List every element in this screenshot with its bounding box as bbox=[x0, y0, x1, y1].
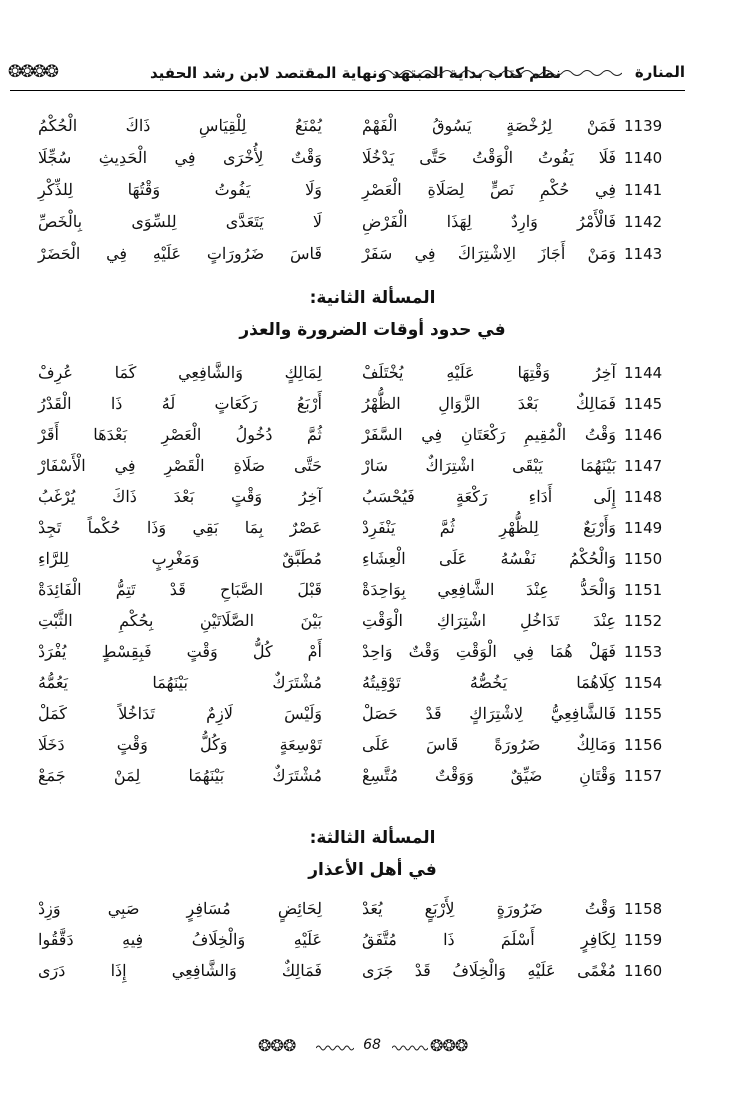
verse-number: 1148 bbox=[624, 488, 663, 506]
verse-second-hemistich: عَلَيْهِ وَالْخِلَافُ فِيهِ دَقَّقُوا bbox=[38, 930, 322, 949]
verse-first-hemistich: وَمَالِكٌ ضَرُورَةً قَاسَ عَلَى bbox=[362, 735, 616, 754]
verse-number: 1155 bbox=[624, 705, 663, 723]
verse-second-hemistich: بَيْنَ الصَّلَاتَيْنِ بِحُكْمِ الثَّبْتِ bbox=[38, 611, 322, 630]
verse-first-hemistich: فَمَنْ لِرُخْصَةٍ يَسُوقُ الْفَهْمْ bbox=[362, 116, 616, 135]
verse-number: 1143 bbox=[624, 245, 663, 263]
verse-first-hemistich: فِي حُكْمِ نَصٍّ لِصَلَاةِ الْعَصْرِ bbox=[362, 180, 616, 199]
verse-first-hemistich: لِكَافِرٍ أَسْلَمَ ذَا مُتَّفَقُ bbox=[362, 930, 616, 949]
verse-number: 1142 bbox=[624, 213, 663, 231]
verse-second-hemistich: مُشْتَرَكٌ بَيْنَهُمَا لِمَنْ جَمَعْ bbox=[38, 766, 322, 785]
verse-first-hemistich: كِلَاهُمَا يَخُصُّهُ تَوْقِيتُهُ bbox=[362, 673, 616, 692]
header-rule bbox=[10, 90, 685, 91]
subtitle-prefix: في bbox=[408, 860, 437, 880]
verse-first-hemistich: وَقْتُ ضَرُورَةٍ لِأَرْبَعٍ يُعَدْ bbox=[362, 899, 616, 918]
verse-number: 1153 bbox=[624, 643, 663, 661]
verse-number: 1159 bbox=[624, 931, 663, 949]
verse-first-hemistich: آخِرُ وَقْتِهَا عَلَيْهِ يُخْتَلَفْ bbox=[362, 363, 616, 382]
subtitle-text: حدود أوقات الضرورة والعذر bbox=[239, 320, 472, 340]
verse-number: 1151 bbox=[624, 581, 663, 599]
section-subtitle bbox=[0, 320, 745, 340]
verse-second-hemistich: أَرْبَعُ رَكَعَاتٍ لَهُ ذَا الْقَدْرُ bbox=[38, 394, 322, 413]
verse-row bbox=[0, 577, 745, 607]
verse-row bbox=[0, 391, 745, 421]
verse-second-hemistich: فَمَالِكٌ وَالشَّافِعِي إِذَا دَرَى bbox=[38, 961, 322, 980]
verse-first-hemistich: فَلَا يَفُوتُ الْوَقْتُ حَتَّى يَدْخُلَا bbox=[362, 148, 616, 167]
verse-first-hemistich: إِلَى أَدَاءِ رَكْعَةٍ فَيُحْسَبُ bbox=[362, 487, 616, 506]
verse-second-hemistich: وَلَيْسَ لَازِمٌ تَدَاخُلاً كَمَلْ bbox=[38, 704, 322, 723]
verse-row bbox=[0, 177, 745, 207]
verse-row bbox=[0, 927, 745, 957]
verse-second-hemistich: لِمَالِكٍ وَالشَّافِعِي كَمَا عُرِفْ bbox=[38, 363, 322, 382]
verse-first-hemistich: وَقْتُ الْمُقِيمِ رَكْعَتَانِ فِي السَّفَرْ bbox=[362, 425, 616, 444]
verse-row bbox=[0, 515, 745, 545]
verse-first-hemistich: فَمَالِكٌ بَعْدَ الزَّوَالِ الظُّهْرُ bbox=[362, 394, 616, 413]
verse-number: 1156 bbox=[624, 736, 663, 754]
footer-wave-left bbox=[316, 1044, 354, 1052]
verse-second-hemistich: قَبْلَ الصَّبَاحِ قَدْ تَتِمُّ الْفَائِدَةْ bbox=[38, 580, 322, 599]
verse-number: 1157 bbox=[624, 767, 663, 785]
verse-row bbox=[0, 958, 745, 988]
verse-row bbox=[0, 209, 745, 239]
verse-row bbox=[0, 484, 745, 514]
verse-row bbox=[0, 701, 745, 731]
verse-row bbox=[0, 732, 745, 762]
verse-row bbox=[0, 241, 745, 271]
verse-number: 1154 bbox=[624, 674, 663, 692]
verse-row bbox=[0, 360, 745, 390]
verse-row bbox=[0, 670, 745, 700]
verse-first-hemistich: عِنْدَ تَدَاخُلِ اشْتِرَاكِ الْوَقْتِ bbox=[362, 611, 616, 630]
verse-second-hemistich: وَلَا يَفُوتُ وَقْتُهَا لِلذِّكْرِ bbox=[38, 180, 322, 199]
series-name: المنارة bbox=[634, 63, 685, 81]
footer-ornament-left: ❂❂❂ bbox=[258, 1036, 296, 1055]
page-number: 68 bbox=[363, 1037, 381, 1053]
verse-second-hemistich: يُمْنَعُ لِلْقِيَاسِ ذَاكَ الْحُكْمُ bbox=[38, 116, 322, 135]
verse-second-hemistich: حَتَّى صَلَاةِ الْقَصْرِ فِي الْأَسْفَارْ bbox=[38, 456, 322, 475]
verse-row bbox=[0, 422, 745, 452]
verse-number: 1150 bbox=[624, 550, 663, 568]
verse-first-hemistich: بَيْنَهُمَا يَبْقَى اشْتِرَاكٌ سَارْ bbox=[362, 456, 616, 475]
verse-second-hemistich: لِحَائِضٍ مُسَافِرٍ صَبِي وَزِدْ bbox=[38, 899, 322, 918]
verse-first-hemistich: وَمَنْ أَجَازَ الِاشْتِرَاكَ فِي سَفَرْ bbox=[362, 244, 616, 263]
verse-first-hemistich: وَأَرْبَعٌ لِلظُّهْرِ ثُمَّ يَنْفَرِدْ bbox=[362, 518, 616, 537]
page-header bbox=[0, 56, 745, 92]
page-footer bbox=[0, 1034, 745, 1064]
verse-number: 1141 bbox=[624, 181, 663, 199]
footer-ornament-right: ❂❂❂ bbox=[430, 1036, 468, 1055]
section-title: المسألة الثانية: bbox=[309, 288, 436, 308]
verse-number: 1149 bbox=[624, 519, 663, 537]
verse-row bbox=[0, 896, 745, 926]
verse-number: 1152 bbox=[624, 612, 663, 630]
verse-first-hemistich: فَهَلْ هُمَا فِي الْوَقْتِ وَقْتٌ وَاحِدْ bbox=[362, 642, 616, 661]
verse-second-hemistich: أَمْ كُلُّ وَقْتٍ فَبِقِسْطٍ يُفْرَدْ bbox=[38, 642, 322, 661]
verse-row bbox=[0, 639, 745, 669]
header-wave-divider bbox=[382, 68, 622, 78]
verse-second-hemistich: قَاسَ ضَرُورَاتٍ عَلَيْهِ فِي الْحَضَرْ bbox=[38, 244, 322, 263]
verse-second-hemistich: وَقْتٌ لِأُخْرَى فِي الْحَدِيثِ سُجِّلَا bbox=[38, 148, 322, 167]
section-title: المسألة الثالثة: bbox=[309, 828, 436, 848]
verse-second-hemistich: آخِرُ وَقْتٍ بَعْدَ ذَاكَ يُرْغَبُ bbox=[38, 487, 322, 506]
verse-number: 1158 bbox=[624, 900, 663, 918]
verse-second-hemistich: مُطَبَّقٌ وَمَغْرِبٍ لِلرَّاءِ bbox=[38, 549, 322, 568]
verse-row bbox=[0, 608, 745, 638]
verse-number: 1145 bbox=[624, 395, 663, 413]
verse-row bbox=[0, 453, 745, 483]
verse-number: 1160 bbox=[624, 962, 663, 980]
verse-second-hemistich: تَوْسِعَةٍ وَكُلُّ وَقْتٍ دَخَلَا bbox=[38, 735, 322, 754]
footer-wave-right bbox=[392, 1044, 428, 1052]
verse-second-hemistich: عَصْرٌ بِمَا بَقِي وَذَا حُكْماً تَجِدْ bbox=[38, 518, 322, 537]
verse-first-hemistich: مُغْمًى عَلَيْهِ وَالْخِلَافُ قَدْ جَرَى bbox=[362, 961, 616, 980]
verse-row bbox=[0, 113, 745, 143]
section-subtitle bbox=[0, 860, 745, 880]
verse-first-hemistich: فَالْأَمْرُ وَارِدٌ لِهَذَا الْفَرْضِ bbox=[362, 212, 616, 231]
verse-row bbox=[0, 546, 745, 576]
verse-number: 1144 bbox=[624, 364, 663, 382]
verse-row bbox=[0, 145, 745, 175]
verse-first-hemistich: وَالْحَدُّ عِنْدَ الشَّافِعِي بِوَاحِدَةْ bbox=[362, 580, 616, 599]
verse-number: 1139 bbox=[624, 117, 663, 135]
header-ornament: ❂❂❂❂ bbox=[8, 62, 57, 82]
verse-row bbox=[0, 763, 745, 793]
verse-first-hemistich: فَالشَّافِعِيُّ لِاشْتِرَاكٍ قَدْ حَصَلْ bbox=[362, 704, 616, 723]
book-title: نظم كتاب بداية المبتهد ونهاية المقتصد لابن رشد الحفيد bbox=[150, 64, 562, 82]
verse-first-hemistich: وَالْحُكْمُ نَفْسُهُ عَلَى الْعِشَاءِ bbox=[362, 549, 616, 568]
verse-number: 1146 bbox=[624, 426, 663, 444]
verse-first-hemistich: وَقْتَانِ ضَيِّقٌ وَوَقْتٌ مُتَّسِعْ bbox=[362, 766, 616, 785]
verse-number: 1140 bbox=[624, 149, 663, 167]
subtitle-prefix: في bbox=[477, 320, 506, 340]
subtitle-text: أهل الأعذار bbox=[308, 860, 403, 880]
verse-second-hemistich: لَا يَتَعَدَّى لِلسِّوَى بِالْخَصِّ bbox=[38, 212, 322, 231]
verse-second-hemistich: مُشْتَرَكٌ بَيْنَهُمَا يَعُمُّهُ bbox=[38, 673, 322, 692]
verse-number: 1147 bbox=[624, 457, 663, 475]
verse-second-hemistich: ثُمَّ دُخُولُ الْعَصْرِ بَعْدَهَا أَقَرْ bbox=[38, 425, 322, 444]
